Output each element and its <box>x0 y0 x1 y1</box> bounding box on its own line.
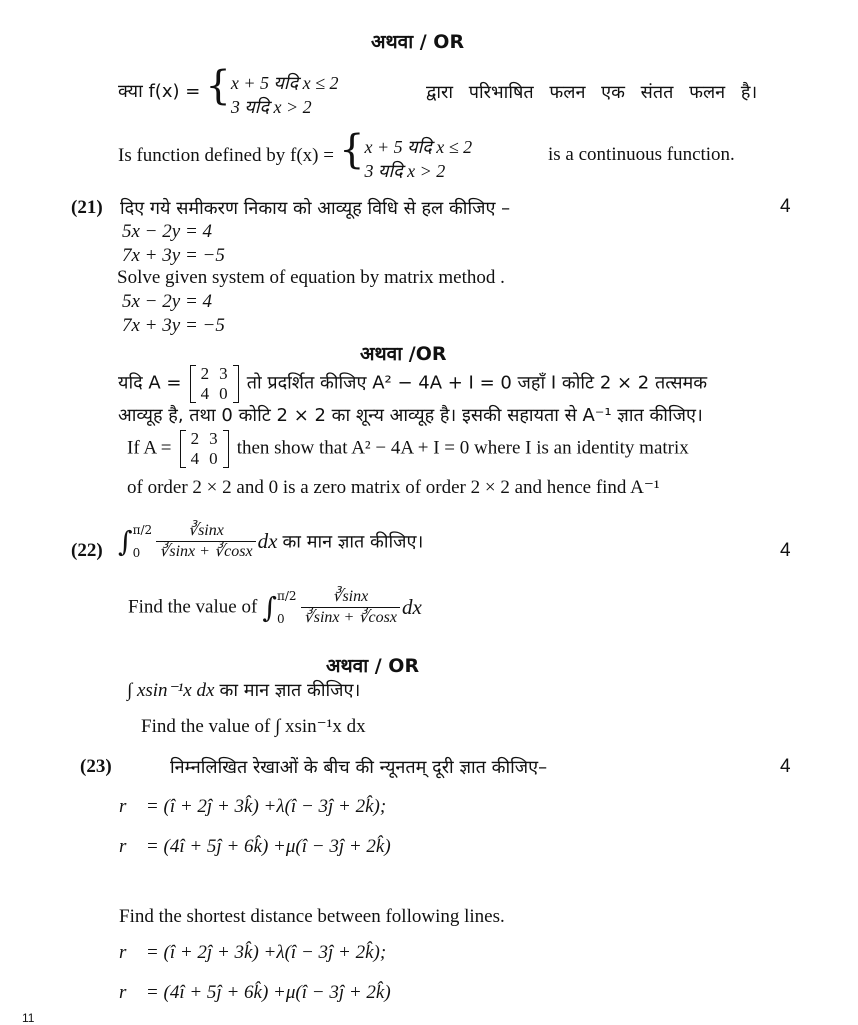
q22-or-hindi <box>127 678 360 702</box>
or-heading-q21: अथवा /OR <box>360 343 447 365</box>
q21-eq1: 5x − 2y = 4 <box>122 221 213 242</box>
q21-hindi-text: दिए गये समीकरण निकाय को आव्यूह विधि से हल कीजिए – <box>120 198 511 219</box>
dx: dx <box>257 529 278 553</box>
q21-marks: 4 <box>780 196 791 217</box>
q21-number: (21) <box>71 197 103 218</box>
q20-or-english-line <box>118 127 473 183</box>
q21-or-hindi-line2: आव्यूह है, तथा 0 कोटि 2 × 2 का शून्य आव्यूह है। इसकी सहायता से A⁻¹ ज्ञात कीजिए। <box>118 405 703 426</box>
lower-limit: 0 <box>132 545 141 560</box>
upper-limit: π/2 <box>132 522 153 537</box>
matrix-cell: 3 <box>209 429 218 448</box>
q22-or-expr: ∫ xsin⁻¹x dx <box>127 680 215 701</box>
matrix-cell: 3 <box>219 364 228 383</box>
q23-english-text: Find the shortest distance between following lines. <box>119 906 505 927</box>
q21-or-en-1b: then show that A² − 4A + I = 0 where I is an identity matrix <box>236 437 689 459</box>
q20-en-prefix: Is function defined by f(x) = <box>118 144 334 166</box>
page-number: 11 <box>22 1011 35 1025</box>
q22-english: Find the value of ∫ π/2 0 $\frac{∛\sin x}{∛\sin x + ∛\cos x}$ dx <box>128 588 422 626</box>
q22-en-prefix: Find the value of <box>128 596 258 618</box>
integrand-denominator-en: ∛sinx + ∛cosx <box>303 609 397 626</box>
matrix-a-en <box>180 429 229 469</box>
q23-hindi-text: निम्नलिखित रेखाओं के बीच की न्यूनतम् दूरी ज्ञात कीजिए– <box>170 757 548 778</box>
matrix-cell: 4 <box>190 449 200 468</box>
matrix-cell: 2 <box>190 429 200 448</box>
q21-eq2-en: 7x + 3y = −5 <box>122 315 225 336</box>
q22-or-hi-suffix: का मान ज्ञात कीजिए। <box>219 680 361 701</box>
q20-hi-suffix: द्वारा परिभाषित फलन एक संतत फलन है। <box>426 82 758 103</box>
integrand-numerator-en: ∛sinx <box>301 587 400 608</box>
matrix-cell: 2 <box>200 364 210 383</box>
dx-en: dx <box>401 595 422 619</box>
or-heading-q22: अथवा / OR <box>326 655 420 677</box>
q20-hi-prefix: क्या f(x) = <box>118 80 201 102</box>
piecewise-row-1-en: x + 5 यदि x ≤ 2 <box>364 136 473 157</box>
q21-or-english-line1 <box>127 429 689 469</box>
piecewise-function-en: { x + 5 यदि x ≤ 2 3 यदि x > 2 <box>339 127 473 181</box>
integrand-denominator: ∛sinx + ∛cosx <box>159 543 253 560</box>
matrix-a <box>190 364 239 404</box>
q21-or-hi-1a: यदि A = <box>118 372 182 394</box>
upper-limit-en: π/2 <box>276 588 297 603</box>
q20-en-suffix: is a continuous function. <box>548 144 735 165</box>
matrix-cell: 0 <box>209 449 218 468</box>
q21-or-english-line2: of order 2 × 2 and 0 is a zero matrix of order 2 × 2 and hence find A⁻¹ <box>127 477 660 498</box>
q23-line1-en: r⃗ = (î + 2ĵ + 3k̂) +λ(î − 3ĵ + 2k̂); <box>119 942 387 963</box>
or-heading: अथवा / OR <box>371 31 465 53</box>
q20-or-hindi-line <box>118 63 339 119</box>
q22-or-english: Find the value of ∫ xsin⁻¹x dx <box>141 716 366 737</box>
q21-english-text: Solve given system of equation by matrix method . <box>117 267 505 288</box>
q22-number: (22) <box>71 540 103 561</box>
q21-eq1-en: 5x − 2y = 4 <box>122 291 213 312</box>
matrix-cell: 4 <box>200 384 210 403</box>
q23-line2-en: r⃗ = (4î + 5ĵ + 6k̂) +μ(î − 3ĵ + 2k̂) <box>119 982 391 1003</box>
q23-number: (23) <box>80 756 112 777</box>
q23-marks: 4 <box>780 756 791 777</box>
piecewise-row-2: 3 यदि x > 2 <box>230 96 312 117</box>
matrix-cell: 0 <box>219 384 228 403</box>
piecewise-row-1: x + 5 यदि x ≤ 2 <box>230 72 339 93</box>
q21-or-hindi-line1 <box>118 364 707 404</box>
q21-eq2: 7x + 3y = −5 <box>122 245 225 266</box>
q21-or-en-1a: If A = <box>127 437 172 459</box>
q21-or-hi-1b: तो प्रदर्शित कीजिए A² − 4A + I = 0 जहाँ I कोटि 2 × 2 तत्समक <box>246 372 708 394</box>
piecewise-row-2-en: 3 यदि x > 2 <box>364 160 446 181</box>
piecewise-function: { x + 5 यदि x ≤ 2 3 यदि x > 2 <box>205 63 339 117</box>
q22-integral: ∫ π/2 0 $\frac{∛\sin x}{∛\sin x + ∛\cos x}$ dx का मान ज्ञात कीजिए। <box>118 522 424 560</box>
q23-line2: r⃗ = (4î + 5ĵ + 6k̂) +μ(î − 3ĵ + 2k̂) <box>119 836 391 857</box>
q22-hi-suffix: का मान ज्ञात कीजिए। <box>282 531 424 553</box>
q23-line1: r⃗ = (î + 2ĵ + 3k̂) +λ(î − 3ĵ + 2k̂); <box>119 796 387 817</box>
integrand-numerator: ∛sinx <box>156 521 255 542</box>
q22-marks: 4 <box>780 540 791 561</box>
lower-limit-en: 0 <box>276 611 285 626</box>
